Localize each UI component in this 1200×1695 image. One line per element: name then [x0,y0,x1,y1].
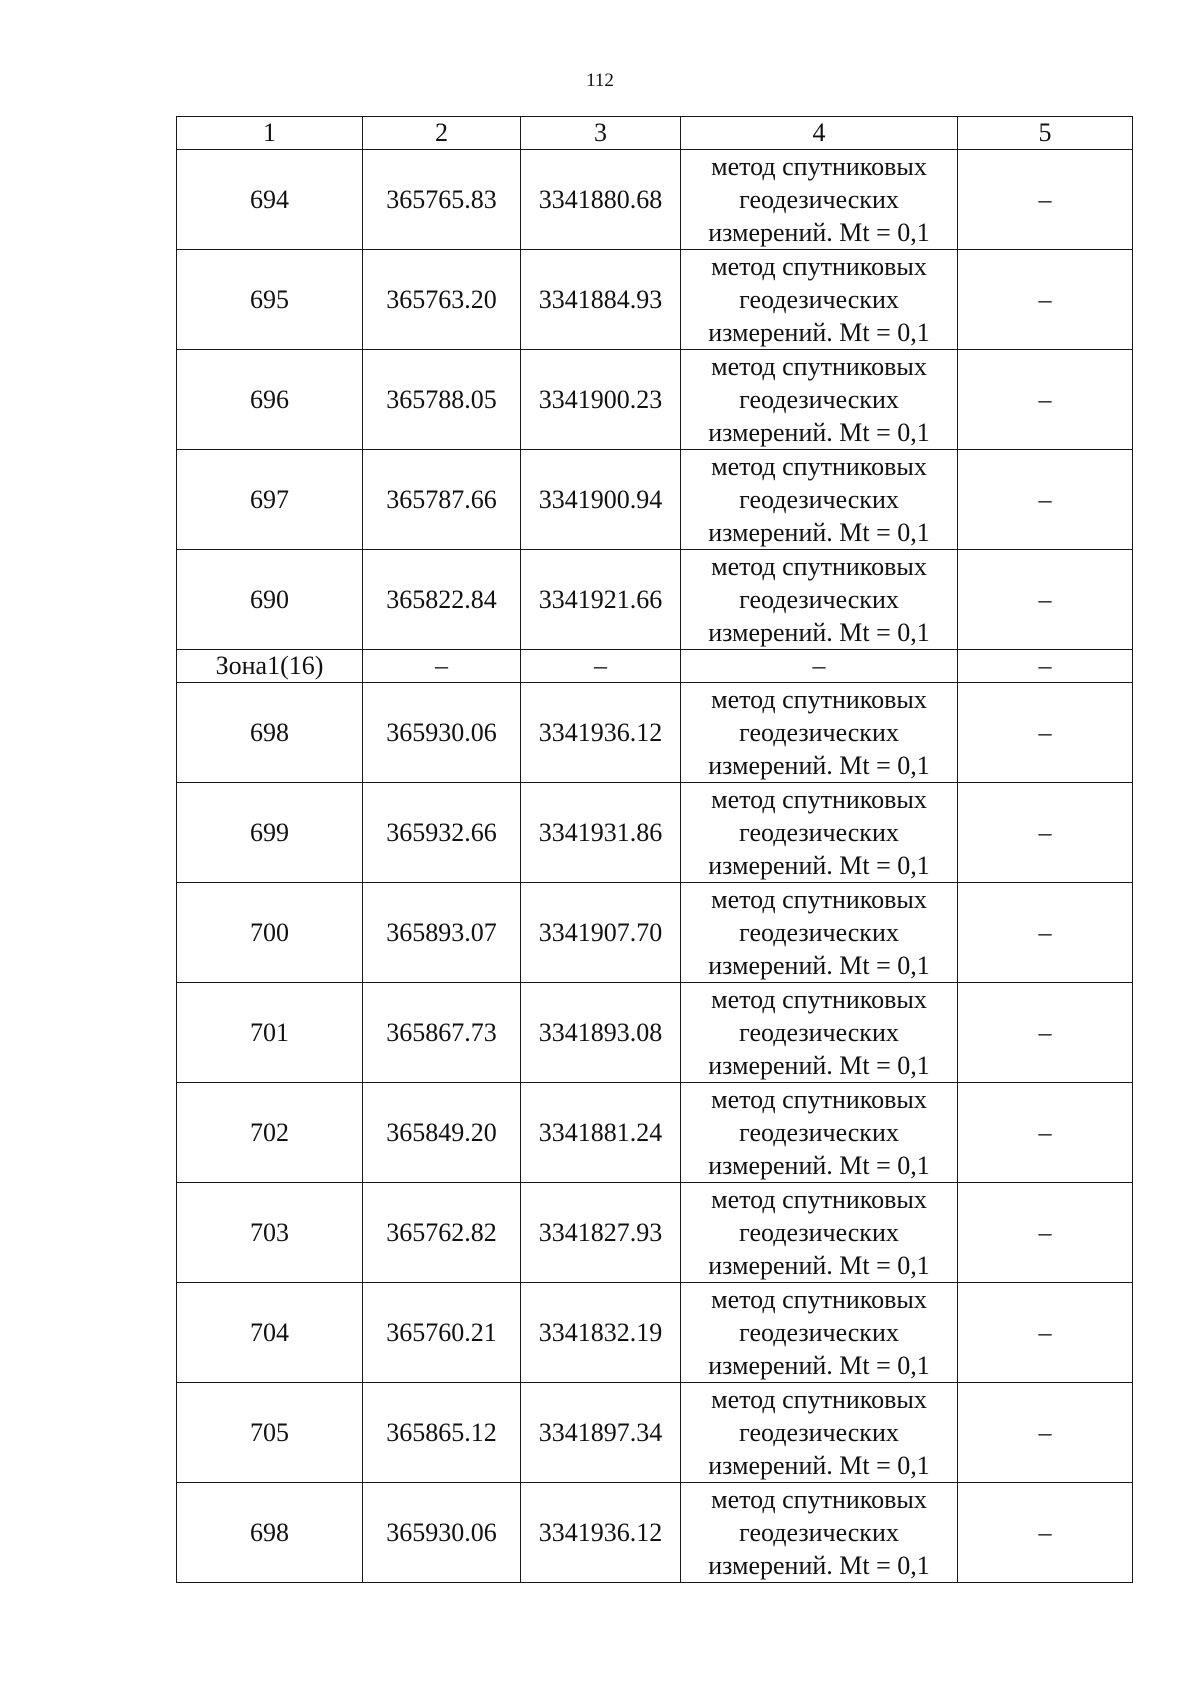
y-coordinate-cell: 3341884.93 [521,250,681,350]
x-coordinate-cell: 365760.21 [363,1283,521,1383]
y-coordinate-cell: 3341827.93 [521,1183,681,1283]
method-text-line: измерений. Mt = 0,1 [708,618,930,647]
zone-row [177,650,1133,683]
table-row [177,883,1133,983]
method-text-line: метод спутниковых [711,1285,927,1314]
x-coordinate-cell: – [363,650,521,683]
x-coordinate-cell: 365787.66 [363,450,521,550]
method-text-line: измерений. Mt = 0,1 [708,851,930,880]
table-row [177,1383,1133,1483]
point-number-cell: 703 [177,1183,363,1283]
method-text-line: измерений. Mt = 0,1 [708,1351,930,1380]
method-cell [681,983,958,1083]
method-text-line: геодезических [739,185,899,214]
table-row [177,150,1133,250]
column-5-cell: – [958,983,1133,1083]
coordinates-table [176,116,1133,1583]
method-text-line: метод спутниковых [711,1085,927,1114]
y-coordinate-cell: 3341921.66 [521,550,681,650]
point-number-cell: 702 [177,1083,363,1183]
column-5-cell: – [958,1483,1133,1583]
method-text-line: метод спутниковых [711,452,927,481]
table-row [177,1283,1133,1383]
x-coordinate-cell: 365849.20 [363,1083,521,1183]
table-row [177,550,1133,650]
y-coordinate-cell: 3341880.68 [521,150,681,250]
zone-label-cell: Зона1(16) [177,650,363,683]
method-cell [681,250,958,350]
y-coordinate-cell: 3341893.08 [521,983,681,1083]
header-col-4: 4 [681,117,958,150]
method-text-line: измерений. Mt = 0,1 [708,418,930,447]
method-text-line: метод спутниковых [711,352,927,381]
point-number-cell: 704 [177,1283,363,1383]
method-text-line: геодезических [739,1218,899,1247]
method-text-line: измерений. Mt = 0,1 [708,1551,930,1580]
y-coordinate-cell: 3341907.70 [521,883,681,983]
method-text-line: измерений. Mt = 0,1 [708,1451,930,1480]
x-coordinate-cell: 365893.07 [363,883,521,983]
table-row [177,1183,1133,1283]
y-coordinate-cell: 3341900.94 [521,450,681,550]
point-number-cell: 697 [177,450,363,550]
method-text-line: метод спутниковых [711,252,927,281]
header-col-3: 3 [521,117,681,150]
method-cell [681,1483,958,1583]
method-text-line: геодезических [739,818,899,847]
x-coordinate-cell: 365865.12 [363,1383,521,1483]
method-text-line: измерений. Mt = 0,1 [708,1251,930,1280]
y-coordinate-cell: 3341881.24 [521,1083,681,1183]
method-text-line: метод спутниковых [711,985,927,1014]
table-body [177,150,1133,1583]
point-number-cell: 701 [177,983,363,1083]
method-cell [681,1183,958,1283]
x-coordinate-cell: 365932.66 [363,783,521,883]
method-text-line: измерений. Mt = 0,1 [708,1151,930,1180]
method-text-line: геодезических [739,918,899,947]
y-coordinate-cell: 3341931.86 [521,783,681,883]
column-5-cell: – [958,1283,1133,1383]
column-5-cell: – [958,350,1133,450]
method-text-line: геодезических [739,1418,899,1447]
table-header-row [177,117,1133,150]
column-5-cell: – [958,650,1133,683]
method-text-line: метод спутниковых [711,1385,927,1414]
x-coordinate-cell: 365763.20 [363,250,521,350]
x-coordinate-cell: 365822.84 [363,550,521,650]
method-text-line: метод спутниковых [711,685,927,714]
method-text-line: геодезических [739,1018,899,1047]
point-number-cell: 695 [177,250,363,350]
point-number-cell: 696 [177,350,363,450]
table-row [177,450,1133,550]
x-coordinate-cell: 365930.06 [363,683,521,783]
column-5-cell: – [958,783,1133,883]
method-text-line: геодезических [739,1518,899,1547]
column-5-cell: – [958,150,1133,250]
column-5-cell: – [958,450,1133,550]
method-text-line: измерений. Mt = 0,1 [708,218,930,247]
column-5-cell: – [958,1183,1133,1283]
point-number-cell: 699 [177,783,363,883]
point-number-cell: 690 [177,550,363,650]
header-col-2: 2 [363,117,521,150]
table-row [177,1483,1133,1583]
method-text-line: метод спутниковых [711,1185,927,1214]
x-coordinate-cell: 365765.83 [363,150,521,250]
method-text-line: геодезических [739,1118,899,1147]
table-row [177,983,1133,1083]
point-number-cell: 698 [177,683,363,783]
y-coordinate-cell: 3341936.12 [521,1483,681,1583]
method-cell [681,550,958,650]
method-cell [681,883,958,983]
point-number-cell: 705 [177,1383,363,1483]
method-cell [681,683,958,783]
column-5-cell: – [958,1383,1133,1483]
method-text-line: измерений. Mt = 0,1 [708,751,930,780]
method-cell [681,450,958,550]
method-cell [681,1383,958,1483]
x-coordinate-cell: 365788.05 [363,350,521,450]
column-5-cell: – [958,683,1133,783]
column-5-cell: – [958,250,1133,350]
method-text-line: геодезических [739,1318,899,1347]
method-text-line: геодезических [739,285,899,314]
x-coordinate-cell: 365762.82 [363,1183,521,1283]
method-cell [681,783,958,883]
y-coordinate-cell: – [521,650,681,683]
method-text-line: геодезических [739,718,899,747]
x-coordinate-cell: 365930.06 [363,1483,521,1583]
column-5-cell: – [958,1083,1133,1183]
table-row [177,350,1133,450]
method-text-line: геодезических [739,485,899,514]
table-row [177,1083,1133,1183]
method-text-line: метод спутниковых [711,1485,927,1514]
method-text-line: геодезических [739,385,899,414]
method-text-line: метод спутниковых [711,885,927,914]
method-text-line: метод спутниковых [711,152,927,181]
header-col-5: 5 [958,117,1133,150]
method-cell: – [681,650,958,683]
method-text-line: измерений. Mt = 0,1 [708,518,930,547]
point-number-cell: 700 [177,883,363,983]
y-coordinate-cell: 3341936.12 [521,683,681,783]
table-row [177,783,1133,883]
page-number: 112 [586,70,614,91]
method-text-line: измерений. Mt = 0,1 [708,318,930,347]
method-cell [681,150,958,250]
method-cell [681,1283,958,1383]
column-5-cell: – [958,883,1133,983]
point-number-cell: 698 [177,1483,363,1583]
method-text-line: измерений. Mt = 0,1 [708,951,930,980]
header-col-1: 1 [177,117,363,150]
y-coordinate-cell: 3341900.23 [521,350,681,450]
method-cell [681,1083,958,1183]
method-text-line: метод спутниковых [711,785,927,814]
point-number-cell: 694 [177,150,363,250]
y-coordinate-cell: 3341897.34 [521,1383,681,1483]
y-coordinate-cell: 3341832.19 [521,1283,681,1383]
table-row [177,683,1133,783]
column-5-cell: – [958,550,1133,650]
table-row [177,250,1133,350]
x-coordinate-cell: 365867.73 [363,983,521,1083]
method-text-line: геодезических [739,585,899,614]
method-text-line: измерений. Mt = 0,1 [708,1051,930,1080]
method-text-line: метод спутниковых [711,552,927,581]
method-cell [681,350,958,450]
